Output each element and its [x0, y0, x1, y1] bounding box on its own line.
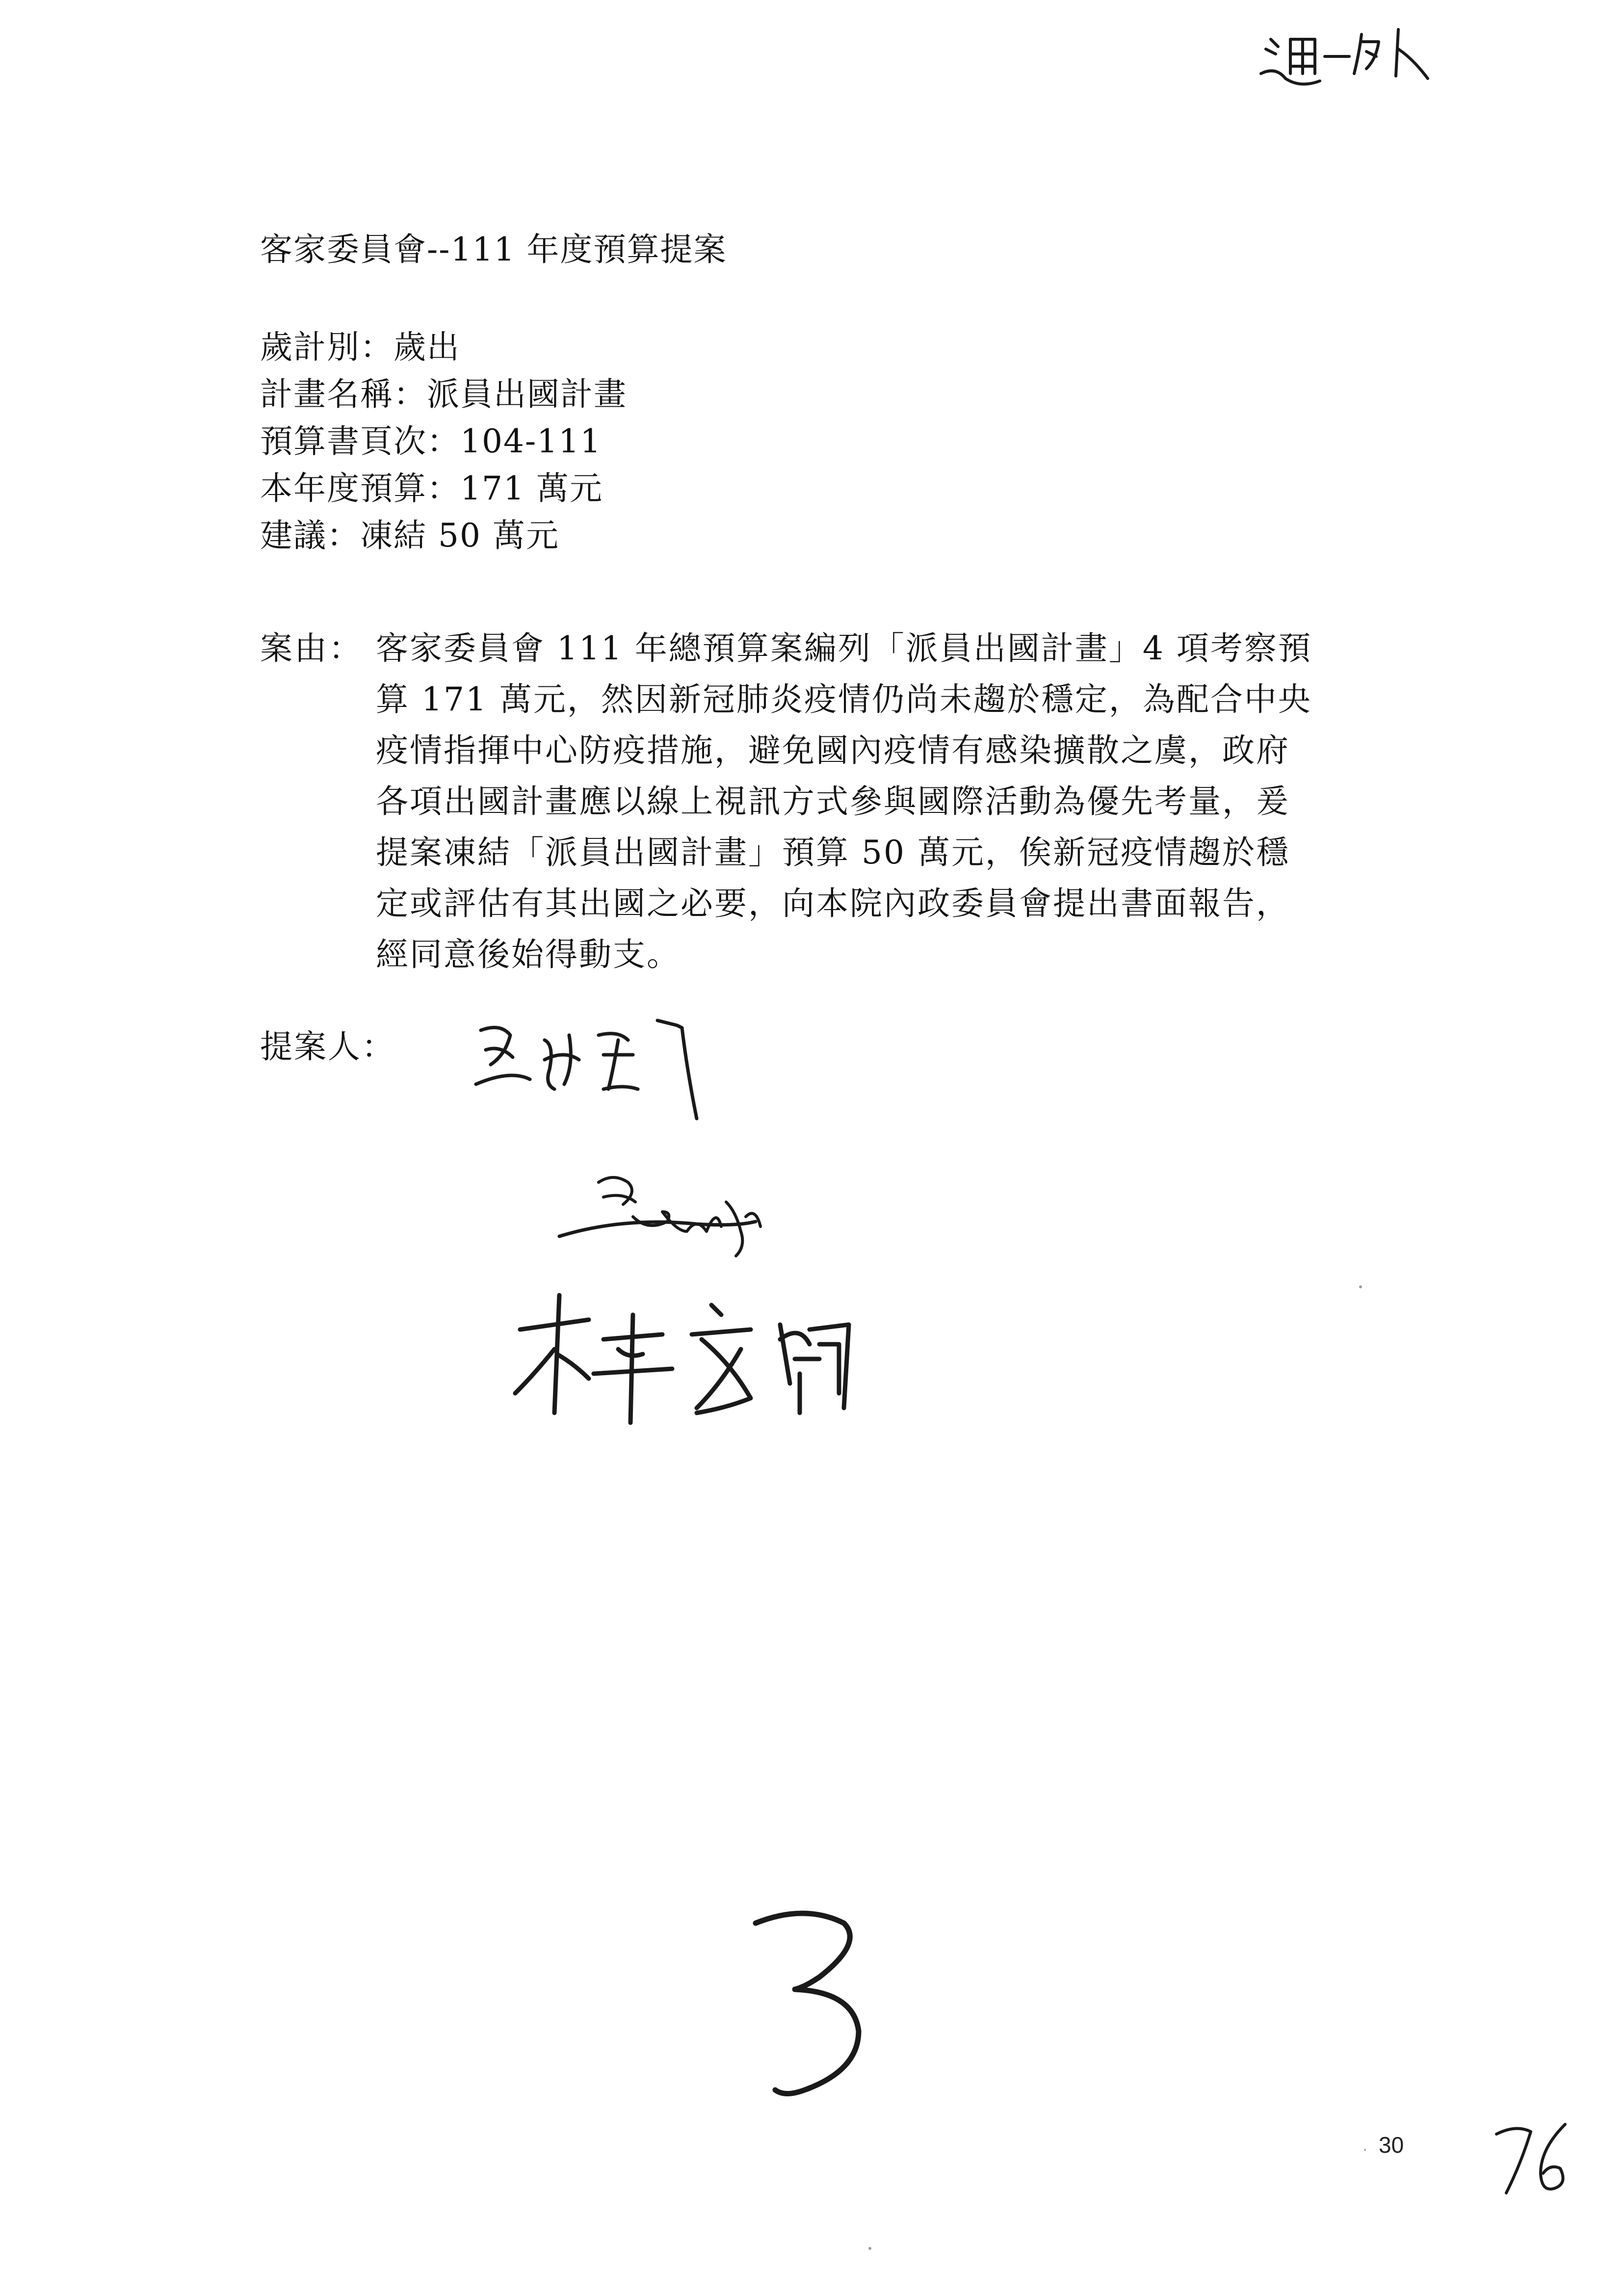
reason-line: 各項出國計畫應以線上視訊方式參與國際活動為優先考量，爰: [376, 783, 1290, 820]
reason-line: 提案凍結「派員出國計畫」預算 50 萬元，俟新冠疫情趨於穩: [376, 834, 1290, 871]
field-label: 計畫名稱: [260, 375, 393, 413]
reason-line: 疫情指揮中心防疫措施，避免國內疫情有感染擴散之虞，政府: [376, 731, 1290, 769]
field-value: 171 萬元: [460, 470, 603, 507]
reason-line: 客家委員會 111 年總預算案編列「派員出國計畫」4 項考察預: [376, 629, 1312, 667]
field-value: 歲出: [393, 328, 460, 366]
handwritten-number-mark: [746, 1904, 873, 2100]
reason-section: [260, 623, 1438, 980]
scan-speck: [1364, 2149, 1366, 2151]
document-title: 客家委員會--111 年度預算提案: [260, 231, 727, 268]
reason-line: 經同意後始得動支。: [376, 936, 681, 973]
field-budget-pages: 預算書頁次：104-111: [260, 422, 602, 460]
field-value: 104-111: [460, 422, 602, 460]
field-label: 本年度預算: [260, 470, 427, 507]
scan-speck: [1359, 1285, 1362, 1288]
field-label: 歲計別: [260, 328, 360, 366]
reason-body: [376, 623, 1438, 980]
field-annual-budget: 本年度預算：171 萬元: [260, 470, 603, 507]
signature-1: [471, 1011, 746, 1128]
handwritten-routing-note: [1256, 20, 1442, 93]
signature-3: [505, 1285, 878, 1433]
field-value: 派員出國計畫: [427, 375, 627, 413]
field-label: 建議: [260, 517, 327, 554]
reason-line: 定或評估有其出國之必要，向本院內政委員會提出書面報告，: [376, 885, 1290, 922]
page-number: 30: [1379, 2132, 1404, 2158]
signature-2: [550, 1158, 824, 1285]
scan-speck: [868, 2247, 871, 2250]
field-label: 預算書頁次: [260, 422, 427, 460]
budget-fields: [260, 324, 627, 559]
field-fiscal-category: 歲計別：歲出: [260, 328, 460, 366]
field-plan-name: 計畫名稱：派員出國計畫: [260, 375, 627, 413]
field-suggestion: 建議：凍結 50 萬元: [260, 517, 559, 554]
reason-line: 算 171 萬元，然因新冠肺炎疫情仍尚未趨於穩定，為配合中央: [376, 680, 1312, 718]
proposer-label: 提案人：: [260, 1028, 395, 1066]
handwritten-page-mark: [1487, 2114, 1585, 2198]
field-value: 凍結 50 萬元: [360, 517, 559, 554]
reason-label: 案由：: [260, 629, 363, 667]
